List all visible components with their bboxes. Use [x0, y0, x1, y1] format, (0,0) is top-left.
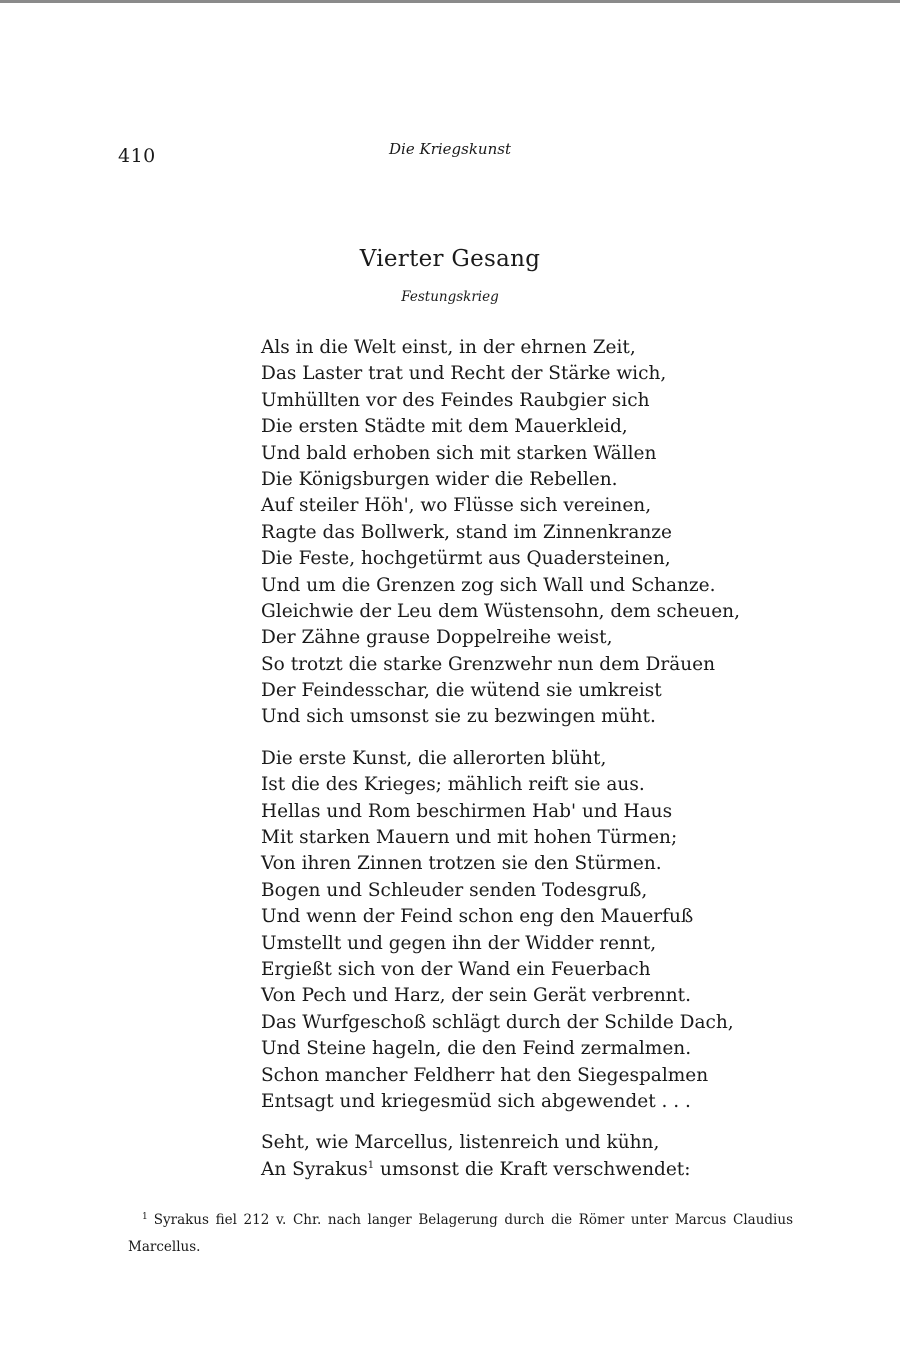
- top-edge-rule: [0, 0, 900, 3]
- verse-text: So trotzt die starke Grenzwehr nun dem Dräuen: [261, 653, 716, 675]
- verse-line: [261, 904, 821, 930]
- verse-text: Die Feste, hochgetürmt aus Quadersteinen,: [261, 548, 671, 570]
- verse-line: [261, 335, 821, 361]
- footnote-reference: 1: [367, 1159, 375, 1171]
- verse-text: Von ihren Zinnen trotzen sie den Stürmen.: [261, 853, 662, 875]
- verse-line: [261, 441, 821, 467]
- verse-text: Und bald erhoben sich mit starken Wällen: [261, 442, 657, 464]
- canto-title: Vierter Gesang: [359, 246, 541, 272]
- verse-line: [261, 599, 821, 625]
- verse-text: Und um die Grenzen zog sich Wall und Schanze.: [261, 574, 716, 596]
- verse-text: Das Wurfgeschoß schlägt durch der Schilde Dach,: [261, 1011, 734, 1033]
- verse-line: [261, 851, 821, 877]
- poem-body: [261, 335, 821, 1183]
- verse-text: Als in die Welt einst, in der ehrnen Zeit,: [261, 337, 636, 358]
- verse-line: [261, 957, 821, 983]
- verse-line: [261, 878, 821, 904]
- verse-line: [261, 520, 821, 546]
- verse-text: Ergießt sich von der Wand ein Feuerbach: [261, 958, 651, 980]
- verse-line: [261, 799, 821, 825]
- verse-text: Die Königsburgen wider die Rebellen.: [261, 468, 618, 490]
- verse-text: Bogen und Schleuder senden Todesgruß,: [261, 879, 648, 901]
- verse-line: [261, 573, 821, 599]
- verse-text: Das Laster trat und Recht der Stärke wich,: [261, 363, 667, 385]
- stanza: [261, 1130, 821, 1183]
- verse-text: Gleichwie der Leu dem Wüstensohn, dem scheuen,: [261, 600, 740, 622]
- verse-text: Die erste Kunst, die allerorten blüht,: [261, 747, 607, 769]
- verse-text: Und sich umsonst sie zu bezwingen müht.: [261, 706, 656, 728]
- verse-line: [261, 704, 821, 730]
- verse-text: Entsagt und kriegesmüd sich abgewendet . . .: [261, 1090, 691, 1112]
- verse-text: Ist die des Krieges; mählich reift sie aus.: [261, 774, 645, 796]
- verse-line: [261, 1157, 821, 1183]
- verse-text: Die ersten Städte mit dem Mauerkleid,: [261, 416, 628, 438]
- verse-text-continued: umsonst die Kraft verschwendet:: [374, 1158, 691, 1180]
- verse-line: [261, 625, 821, 651]
- footnote-marker: 1: [142, 1212, 148, 1222]
- verse-text: Von Pech und Harz, der sein Gerät verbrennt.: [261, 985, 691, 1007]
- verse-line: [261, 983, 821, 1009]
- verse-line: [261, 1036, 821, 1062]
- verse-text: Auf steiler Höh', wo Flüsse sich vereinen,: [261, 495, 652, 517]
- verse-line: [261, 1130, 821, 1156]
- verse-text: Der Feindesschar, die wütend sie umkreist: [261, 680, 662, 702]
- running-title: Die Kriegskunst: [389, 140, 511, 158]
- verse-line: [261, 467, 821, 493]
- verse-line: [261, 388, 821, 414]
- verse-text: Seht, wie Marcellus, listenreich und kühn,: [261, 1132, 660, 1154]
- verse-line: [261, 746, 821, 772]
- verse-line: [261, 1010, 821, 1036]
- stanza: [261, 746, 821, 1115]
- verse-text: Schon mancher Feldherr hat den Siegespalmen: [261, 1064, 709, 1086]
- footnote: [128, 1204, 793, 1261]
- verse-line: [261, 1063, 821, 1089]
- verse-line: [261, 652, 821, 678]
- verse-line: [261, 361, 821, 387]
- verse-text: Und Steine hageln, die den Feind zermalmen.: [261, 1038, 692, 1060]
- verse-line: [261, 414, 821, 440]
- verse-line: [261, 546, 821, 572]
- verse-line: [261, 931, 821, 957]
- verse-text: An Syrakus: [261, 1158, 368, 1180]
- stanza: [261, 335, 821, 731]
- verse-text: Hellas und Rom beschirmen Hab' und Haus: [261, 800, 673, 822]
- verse-text: Umhüllten vor des Feindes Raubgier sich: [261, 389, 650, 411]
- verse-line: [261, 825, 821, 851]
- verse-text: Der Zähne grause Doppelreihe weist,: [261, 627, 613, 649]
- verse-text: Mit starken Mauern und mit hohen Türmen;: [261, 827, 678, 849]
- verse-line: [261, 678, 821, 704]
- page-number: 410: [118, 145, 156, 167]
- canto-subtitle: Festungskrieg: [401, 289, 499, 305]
- verse-line: [261, 493, 821, 519]
- verse-text: Umstellt und gegen ihn der Widder rennt,: [261, 932, 657, 954]
- verse-line: [261, 772, 821, 798]
- verse-text: Und wenn der Feind schon eng den Mauerfuß: [261, 906, 694, 928]
- verse-line: [261, 1089, 821, 1115]
- verse-text: Ragte das Bollwerk, stand im Zinnenkranze: [261, 521, 672, 543]
- footnote-text: Syrakus fiel 212 v. Chr. nach langer Belagerung durch die Römer unter Marcus Claudius Marcellus.: [128, 1212, 793, 1255]
